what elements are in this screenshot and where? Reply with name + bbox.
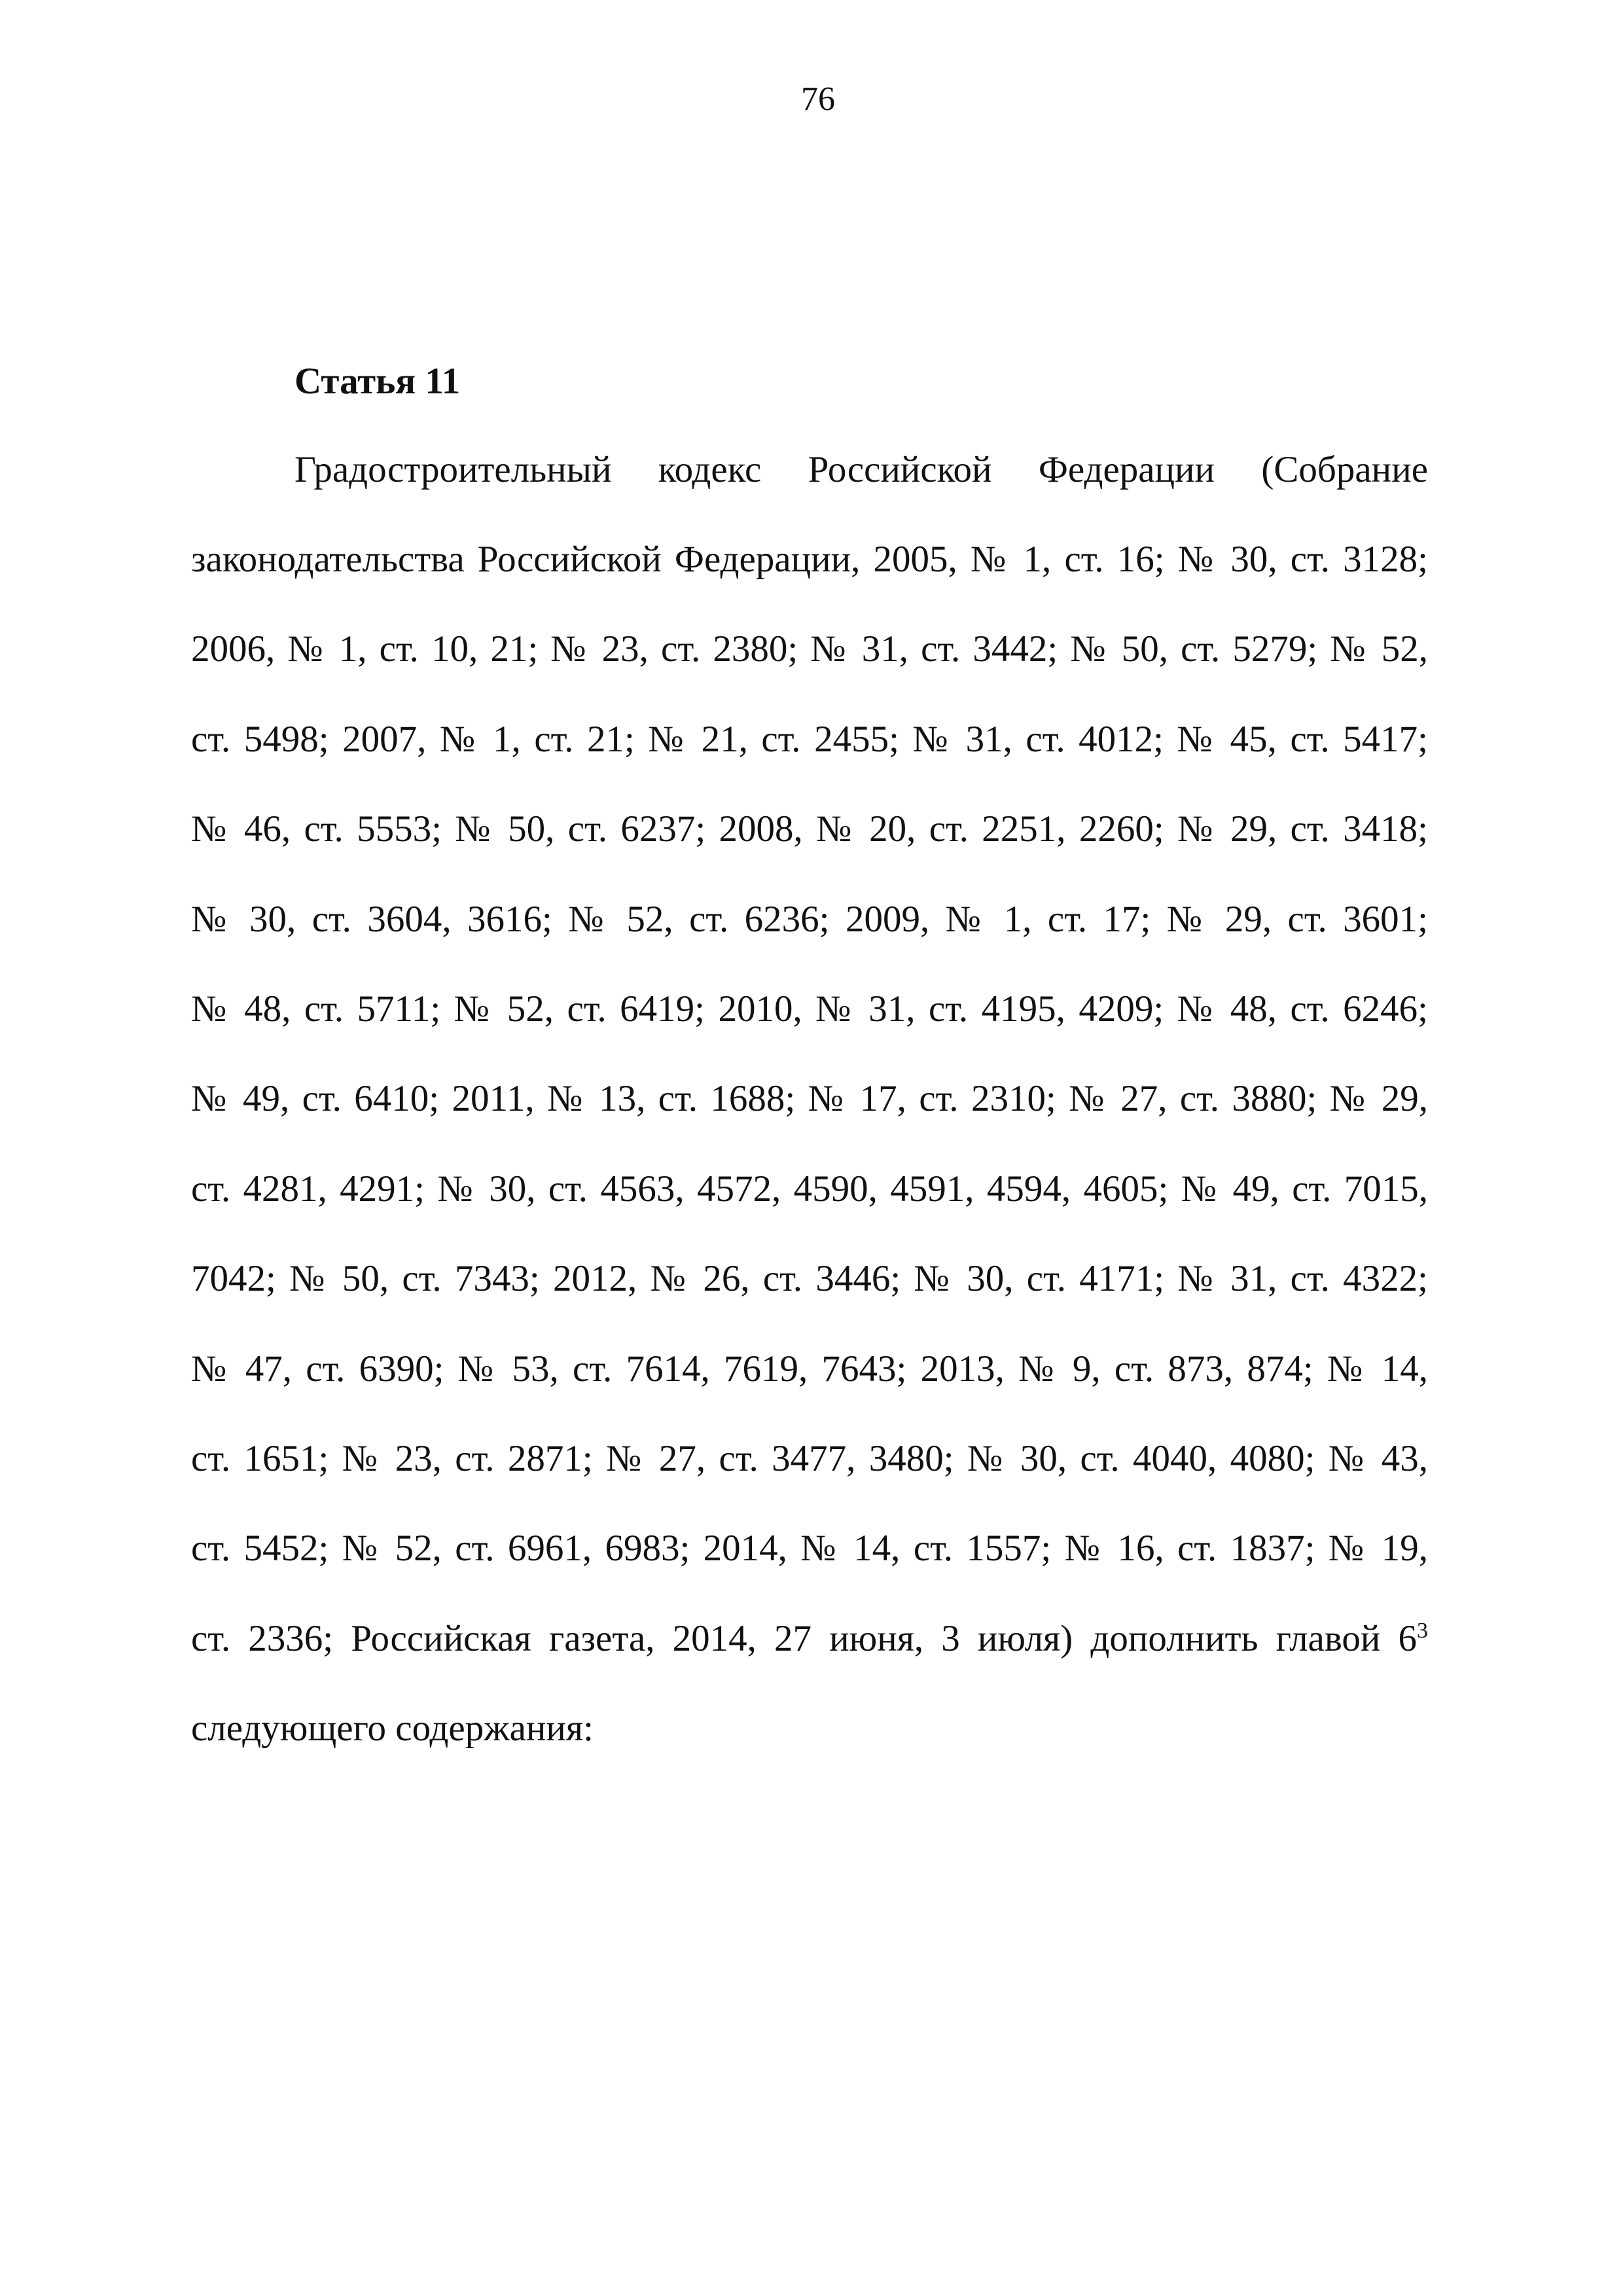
- body-line: 7042; № 50, ст. 7343; 2012, № 26, ст. 3446; № 30, ст. 4171; № 31, ст. 4322;: [191, 1258, 1428, 1299]
- body-line: ст. 4281, 4291; № 30, ст. 4563, 4572, 4590, 4591, 4594, 4605; № 49, ст. 7015,: [191, 1168, 1428, 1210]
- body-line: законодательства Российской Федерации, 2005, № 1, ст. 16; № 30, ст. 3128;: [191, 539, 1428, 580]
- body-line: ст. 1651; № 23, ст. 2871; № 27, ст. 3477, 3480; № 30, ст. 4040, 4080; № 43,: [191, 1438, 1428, 1479]
- body-line-last: следующего содержания:: [191, 1708, 594, 1749]
- body-line: № 48, ст. 5711; № 52, ст. 6419; 2010, № 31, ст. 4195, 4209; № 48, ст. 6246;: [191, 988, 1428, 1030]
- chapter-superscript: 3: [1417, 1619, 1428, 1643]
- body-line: № 46, ст. 5553; № 50, ст. 6237; 2008, № 20, ст. 2251, 2260; № 29, ст. 3418;: [191, 808, 1428, 850]
- page-number: 76: [801, 81, 835, 118]
- body-line: [191, 1616, 1428, 1662]
- body-line: ст. 5498; 2007, № 1, ст. 21; № 21, ст. 2455; № 31, ст. 4012; № 45, ст. 5417;: [191, 719, 1428, 760]
- body-line-text: ст. 2336; Российская газета, 2014, 27 июня, 3 июля) дополнить главой 6: [191, 1618, 1417, 1659]
- article-title: Статья 11: [294, 361, 461, 402]
- body-line: № 30, ст. 3604, 3616; № 52, ст. 6236; 2009, № 1, ст. 17; № 29, ст. 3601;: [191, 899, 1428, 940]
- body-line: ст. 5452; № 52, ст. 6961, 6983; 2014, № 14, ст. 1557; № 16, ст. 1837; № 19,: [191, 1528, 1428, 1569]
- body-line: № 49, ст. 6410; 2011, № 13, ст. 1688; № 17, ст. 2310; № 27, ст. 3880; № 29,: [191, 1078, 1428, 1119]
- body-line: Градостроительный кодекс Российской Федерации (Собрание: [294, 449, 1428, 490]
- body-line: № 47, ст. 6390; № 53, ст. 7614, 7619, 7643; 2013, № 9, ст. 873, 874; № 14,: [191, 1348, 1428, 1390]
- body-line: 2006, № 1, ст. 10, 21; № 23, ст. 2380; № 31, ст. 3442; № 50, ст. 5279; № 52,: [191, 628, 1428, 670]
